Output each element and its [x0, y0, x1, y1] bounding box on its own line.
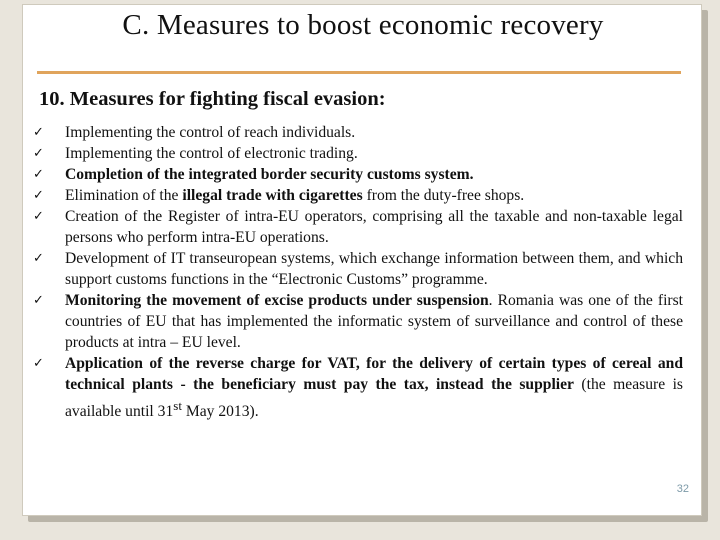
item-text: . Romania was one of the first countries of EU that has implemented the informatic system of surveillance and control of these products at intra – EU level.	[65, 292, 684, 351]
list-item	[33, 185, 683, 206]
check-icon: ✓	[33, 167, 44, 182]
item-text-bold: Monitoring the movement of excise products under suspension	[65, 292, 489, 309]
section-subtitle: 10. Measures for fighting fiscal evasion:	[39, 88, 386, 110]
list-item	[33, 353, 683, 422]
measures-list	[33, 122, 683, 422]
item-text: Implementing the control of electronic trading.	[65, 145, 358, 162]
check-icon: ✓	[33, 146, 44, 161]
item-text: May 2013).	[181, 403, 259, 421]
list-item	[33, 143, 683, 164]
item-text: Creation of the Register of intra-EU operators, comprising all the taxable and non-taxable legal persons who perform intra-EU operations.	[65, 208, 683, 246]
list-item	[33, 248, 683, 290]
list-item	[33, 122, 683, 143]
slide-title: C. Measures to boost economic recovery	[122, 9, 604, 41]
item-text-bold: illegal trade with cigarettes	[182, 187, 363, 204]
item-text-bold: Completion of the integrated border security customs system.	[65, 166, 474, 183]
item-text: Elimination of the	[65, 187, 183, 204]
item-text: from the duty-free shops.	[362, 187, 525, 204]
check-icon: ✓	[33, 125, 44, 140]
check-icon: ✓	[33, 251, 44, 266]
list-item	[33, 164, 683, 185]
check-icon: ✓	[33, 209, 44, 224]
check-icon: ✓	[33, 356, 44, 371]
title-divider	[37, 71, 681, 74]
item-text: (the measure is available until 31	[65, 376, 683, 421]
check-icon: ✓	[33, 293, 44, 308]
ordinal-suffix: st	[173, 398, 182, 413]
slide	[22, 4, 702, 516]
list-item	[33, 290, 683, 353]
item-text-bold: Application of the reverse charge for VAT, for the delivery of certain types of cereal and technical plants - the beneficiary must pay the tax, instead the supplier	[65, 355, 683, 393]
item-text: Development of IT transeuropean systems, which exchange information between them, and which support customs functions in the “Electronic Customs” programme.	[65, 250, 683, 288]
item-text: Implementing the control of reach individuals.	[65, 124, 356, 141]
list-item	[33, 206, 683, 248]
page-number: 32	[676, 483, 689, 495]
check-icon: ✓	[33, 188, 44, 203]
